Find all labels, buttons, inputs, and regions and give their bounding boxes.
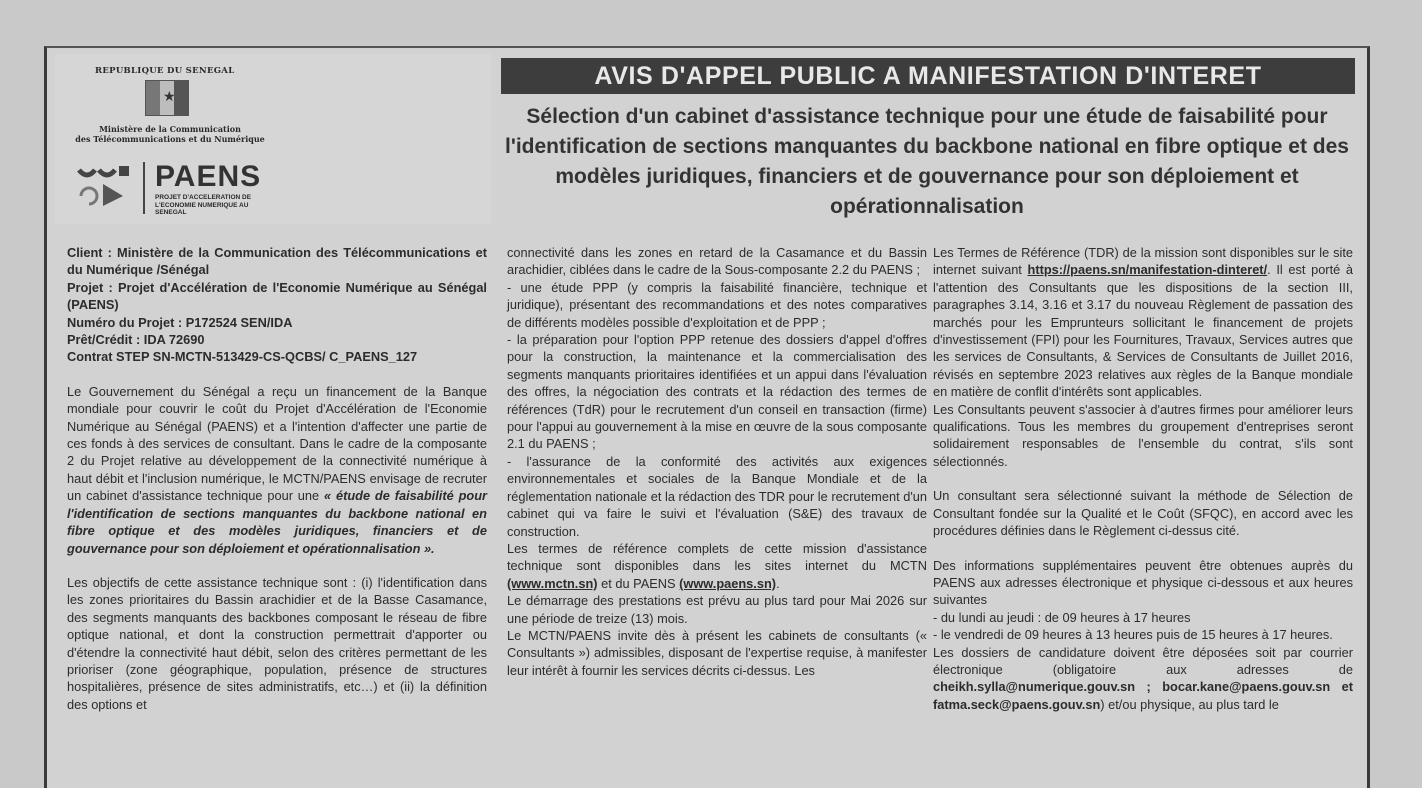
paragraph-text: Les termes de référence complets de cette mission d'assistance technique sont disponibles dans les sites internet du MCTN: [507, 540, 927, 574]
ministry-line-1: Ministère de la Communication: [99, 124, 241, 134]
paens-logo-icon: [75, 162, 133, 214]
column-1: [67, 244, 487, 713]
column-3: [933, 244, 1353, 713]
client-line: Client : Ministère de la Communication des Télécommunications et du Numérique /Sénégal: [67, 245, 487, 278]
paragraph-text: ) et/ou physique, au plus tard le: [1100, 696, 1279, 712]
paragraph: - l'assurance de la conformité des activités aux exigences environnementales et sociales de la Banque Mondiale et de la réglementation nationale et la rédaction des TDR pour le recrutement d'un cabinet qui va faire le suivi et l'évaluation (S&E) des travaux de construction.: [507, 453, 927, 539]
email-addresses: cheikh.sylla@numerique.gouv.sn ; bocar.kane@paens.gouv.sn et fatma.seck@paens.gouv.sn: [933, 679, 1353, 712]
logo-divider: [143, 162, 145, 214]
paragraph: - le vendredi de 09 heures à 13 heures puis de 15 heures à 17 heures.: [933, 627, 1333, 643]
paragraph-text: et du PAENS: [601, 575, 676, 591]
paragraph: - du lundi au jeudi : de 09 heures à 17 heures: [933, 609, 1191, 625]
paragraph: - une étude PPP (y compris la faisabilité financière, technique et juridique), présentant des recommandations et des notes comparatives de différents modèles possible d'exploitation et de PPP ;: [507, 279, 927, 330]
paragraph-text: Les dossiers de candidature doivent être déposées soit par courrier électronique (obligatoire aux adresses de: [933, 644, 1353, 677]
contrat-line: Contrat STEP SN-MCTN-513429-CS-QCBS/ C_PAENS_127: [67, 349, 418, 365]
paragraph-text: . Il est porté à l'attention des Consultants que les dispositions de la section III, paragraphes 3.14, 3.16 et 3.17 du nouveau Règlement de passation des marchés pour les Emprunteurs sollicitant le financement de projets d'investissement (FPI) pour les Fournitures, Travaux, Services autres que les services de Consultants, & Services de Consultants de Juillet 2016, révisés en septembre 2023 relatives aux règles de la Banque mondiale en matière de conflit d'intérêts sont applicables.: [933, 262, 1353, 400]
logo-block: [55, 54, 491, 224]
paragraph: [507, 540, 927, 592]
paens-wordmark: PAENS: [155, 160, 262, 193]
senegal-flag-icon: ★: [145, 80, 189, 116]
paragraph: Un consultant sera sélectionné suivant la méthode de Sélection de Consultant fondée sur la Qualité et le Coût (SFQC), en accord avec les procédures définies dans le Règlement ci-dessus cité.: [933, 488, 1353, 539]
paragraph: [67, 383, 487, 557]
numero-line: Numéro du Projet : P172524 SEN/IDA: [67, 314, 293, 330]
paragraph-text: Le Gouvernement du Sénégal a reçu un financement de la Banque mondiale pour couvrir le coût du Projet d'Accélération de l'Economie Numérique au Sénégal (PAENS) et a l'intention d'affecter une partie de ces fonds à des services de consultant. Dans le cadre de la composante 2 du Projet relative au développement de la connectivité numérique à haut débit et l'inclusion numérique, le MCTN/PAENS envisage de recruter un cabinet d'assistance technique pour une: [67, 383, 487, 504]
paragraph: connectivité dans les zones en retard de la Casamance et du Bassin arachidier, ciblées dans le cadre de la Sous-composante 2.2 du PAENS ;: [507, 245, 927, 278]
paragraph-text: .: [776, 575, 780, 591]
paragraph: [933, 644, 1353, 714]
paragraph-text: Les Termes de Référence (TDR) de la mission sont disponibles sur le site internet suivant: [933, 245, 1353, 278]
paens-subtitle: PROJET D'ACCELERATION DE L'ECONOMIE NUMERIQUE AU SENEGAL: [155, 194, 252, 216]
mctn-link[interactable]: (www.mctn.sn): [507, 575, 598, 591]
notice-subtitle: Sélection d'un cabinet d'assistance technique pour une étude de faisabilité pour l'identification de sections manquantes du backbone national en fibre optique et des modèles juridiques, financiers et de gouvernance pour son déploiement et opérationnalisation: [505, 105, 1349, 218]
republic-label: REPUBLIQUE DU SENEGAL: [95, 66, 235, 76]
paens-link[interactable]: (www.paens.sn): [679, 575, 777, 591]
ministry-name: [55, 124, 285, 144]
objectives-paragraph: Les objectifs de cette assistance technique sont : (i) l'identification dans les zones prioritaires du Bassin arachidier et de la Basse Casamance, des segments manquants des backbones composant le réseau de fibre optique national, et dont la construction permettrait d'apporter ou d'étendre la connectivité haut débit, selon des critères permettant de les prioriser (zone géographique, population, présence de structures hospitalières, présence de sites administratifs, etc…) et (ii) la définition des options et: [67, 574, 487, 712]
projet-line: Projet : Projet d'Accélération de l'Economie Numérique au Sénégal (PAENS): [67, 279, 487, 313]
paragraph: Le MCTN/PAENS invite dès à présent les cabinets de consultants (« Consultants ») admissibles, disposant de l'expertise requise, à manifester leur intérêt à fournir les services décrits ci-dessus. Les: [507, 627, 927, 678]
pret-line: Prêt/Crédit : IDA 72690: [67, 332, 205, 348]
tdr-link[interactable]: https://paens.sn/manifestation-dinteret/: [1027, 262, 1268, 278]
paragraph: - la préparation pour l'option PPP retenue des dossiers d'appel d'offres pour la construction, la maintenance et la commercialisation des segments manquants prioritaires identifiées et un appui dans l'évaluation des offres, la négociation des contrats et la rédaction des termes de références (TdR) pour le recrutement d'un conseil en transaction (firme) pour l'appui au gouvernement à la mise en œuvre de la sous composante 2.1 du PAENS ;: [507, 332, 927, 452]
column-2: [507, 244, 927, 679]
notice-title: AVIS D'APPEL PUBLIC A MANIFESTATION D'INTERET: [501, 58, 1355, 94]
paragraph: Les Consultants peuvent s'associer à d'autres firmes pour améliorer leurs qualifications. Tous les membres du groupement d'entreprises seront solidairement responsables de l'ensemble du contrat, s'ils sont sélectionnés.: [933, 401, 1353, 469]
paragraph: [933, 244, 1353, 401]
paragraph: Le démarrage des prestations est prévu au plus tard pour Mai 2026 sur une période de treize (13) mois.: [507, 593, 927, 626]
ministry-line-2: des Télécommunications et du Numérique: [75, 134, 265, 144]
paragraph: Des informations supplémentaires peuvent être obtenues auprès du PAENS aux adresses électronique et physique ci-dessous et aux heures suivantes: [933, 557, 1353, 608]
notice-sheet: [44, 46, 1370, 788]
study-title: « étude de faisabilité pour l'identification de sections manquantes du backbone national en fibre optique et des modèles juridiques, financiers et de gouvernance pour son déploiement et opérationnalisation ».: [67, 488, 487, 556]
